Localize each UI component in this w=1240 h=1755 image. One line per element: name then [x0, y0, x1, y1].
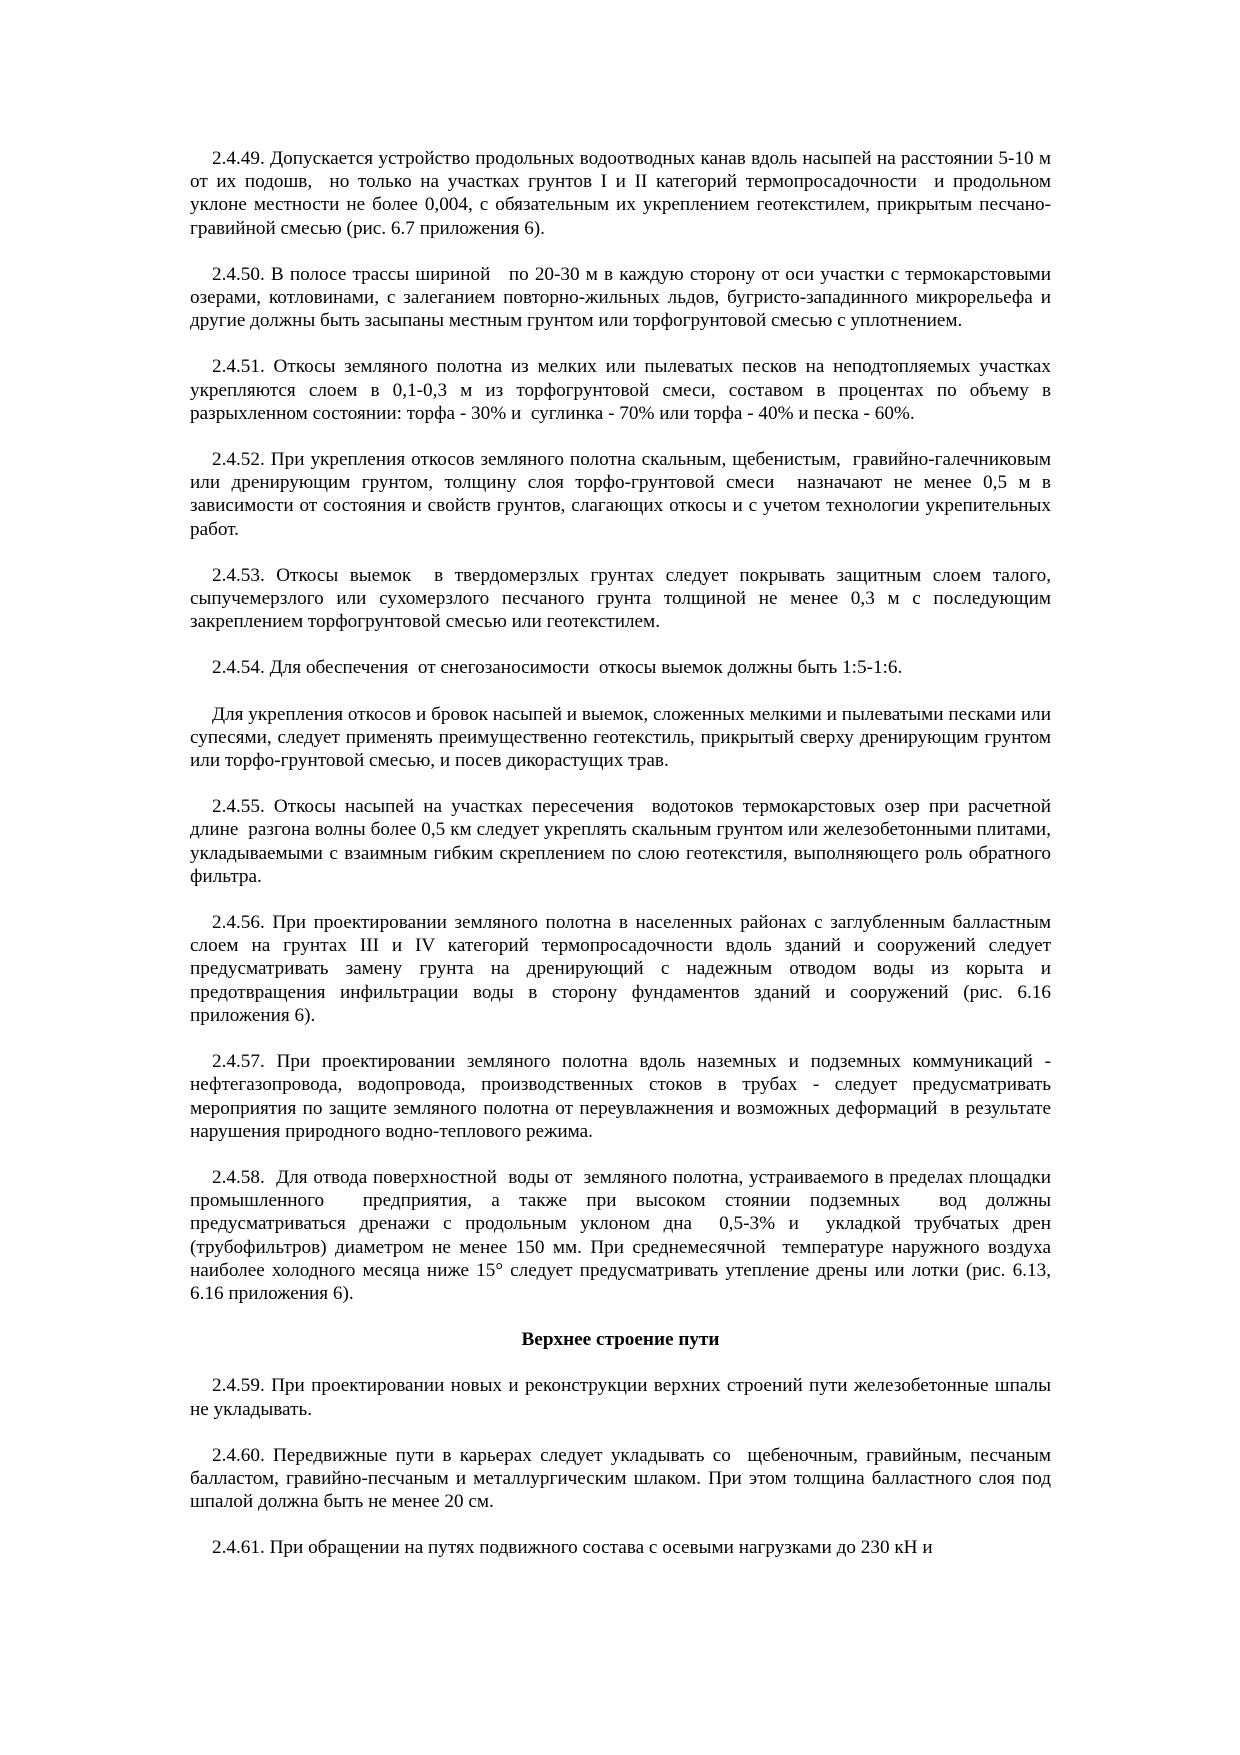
paragraph-2-4-50: 2.4.50. В полосе трассы шириной по 20-30 м в каждую сторону от оси участки с термокарстовыми озерами, котловинами, с залеганием повторно-жильных льдов, бугристо-западинного микрорельефа и другие должны быть засыпаны местным грунтом или торфогрунтовой смесью с уплотнением.	[190, 263, 1056, 332]
paragraph-2-4-61: 2.4.61. При обращении на путях подвижного состава с осевыми нагрузками до 230 кН и	[212, 1537, 933, 1559]
paragraph-2-4-51: 2.4.51. Откосы земляного полотна из мелких или пылеватых песков на неподтопляемых участках укрепляются слоем в 0,1-0,3 м из торфогрунтовой смеси, составом в процентах по объему в разрыхленном состоянии: торфа - 30% и суглинка - 70% или торфа - 40% и песка - 60%.	[190, 356, 1056, 424]
paragraph-2-4-55: 2.4.55. Откосы насыпей на участках пересечения водотоков термокарстовых озер при расчетной длине разгона волны более 0,5 км следует укреплять скальным грунтом или железобетонными плитами, укладываемыми с взаимным гибким скреплением по слою геотекстиля, выполняющего роль обратного фильтра.	[190, 796, 1056, 887]
paragraph-2-4-59: 2.4.59. При проектировании новых и реконструкции верхних строений пути железобетонные шпалы не укладывать.	[190, 1375, 1056, 1420]
paragraph-2-4-54: 2.4.54. Для обеспечения от снегозаносимости откосы выемок должны быть 1:5-1:6.	[212, 657, 903, 679]
paragraph-2-4-56: 2.4.56. При проектировании земляного полотна в населенных районах с заглубленным балластным слоем на грунтах III и IV категорий термопросадочности вдоль зданий и сооружений следует предусматривать замену грунта на дренирующий с надежным отводом воды из корыта и предотвращения инфильтрации воды в сторону фундаментов зданий и сооружений (рис. 6.16 приложения 6).	[190, 912, 1061, 1026]
section-heading: Верхнее строение пути	[521, 1329, 720, 1351]
paragraph-2-4-52: 2.4.52. При укрепления откосов земляного полотна скальным, щебенистым, гравийно-галечниковым или дренирующим грунтом, толщину слоя торфо-грунтовой смеси назначают не менее 0,5 м в зависимости от состояния и свойств грунтов, слагающих откосы и с учетом технологии укрепительных работ.	[190, 449, 1061, 540]
paragraph-2-4-57: 2.4.57. При проектировании земляного полотна вдоль наземных и подземных коммуникаций - нефтегазопровода, водопровода, производственных стоков в трубах - следует предусматривать мероприятия по защите земляного полотна от переувлажнения и возможных деформаций в результате нарушения природного водно-теплового режима.	[190, 1051, 1056, 1142]
paragraph-slope-reinforcement: Для укрепления откосов и бровок насыпей и выемок, сложенных мелкими и пылеватыми песками или супесями, следует применять преимущественно геотекстиль, прикрытый сверху дренирующим грунтом или торфо-грунтовой смесью, и посев дикорастущих трав.	[190, 703, 1056, 772]
paragraph-2-4-58: 2.4.58. Для отвода поверхностной воды от земляного полотна, устраиваемого в пределах площадки промышленного предприятия, а также при высоком стоянии подземных вод должны предусматриваться дренажи с продольным уклоном дна 0,5-3% и укладкой трубчатых дрен (трубофильтров) диаметром не менее 150 мм. При среднемесячной температуре наружного воздуха наиболее холодного месяца ниже 15° следует предусматривать утепление дрены или лотки (рис. 6.13, 6.16 приложения 6).	[190, 1166, 1056, 1304]
document-page	[190, 147, 1061, 1560]
paragraph-2-4-53: 2.4.53. Откосы выемок в твердомерзлых грунтах следует покрывать защитным слоем талого, сыпучемерзлого или сухомерзлого песчаного грунта толщиной не менее 0,3 м с последующим закреплением торфогрунтовой смесью или геотекстилем.	[190, 564, 1056, 633]
paragraph-2-4-49: 2.4.49. Допускается устройство продольных водоотводных канав вдоль насыпей на расстоянии 5-10 м от их подошв, но только на участках грунтов I и II категорий термопросадочности и продольном уклоне местности не более 0,004, с обязательным их укреплением геотекстилем, прикрытым песчано-гравийной смесью (рис. 6.7 приложения 6).	[190, 148, 1056, 239]
paragraph-2-4-60: 2.4.60. Передвижные пути в карьерах следует укладывать со щебеночным, гравийным, песчаным балластом, гравийно-песчаным и металлургическим шлаком. При этом толщина балластного слоя под шпалой должна быть не менее 20 см.	[190, 1444, 1056, 1513]
